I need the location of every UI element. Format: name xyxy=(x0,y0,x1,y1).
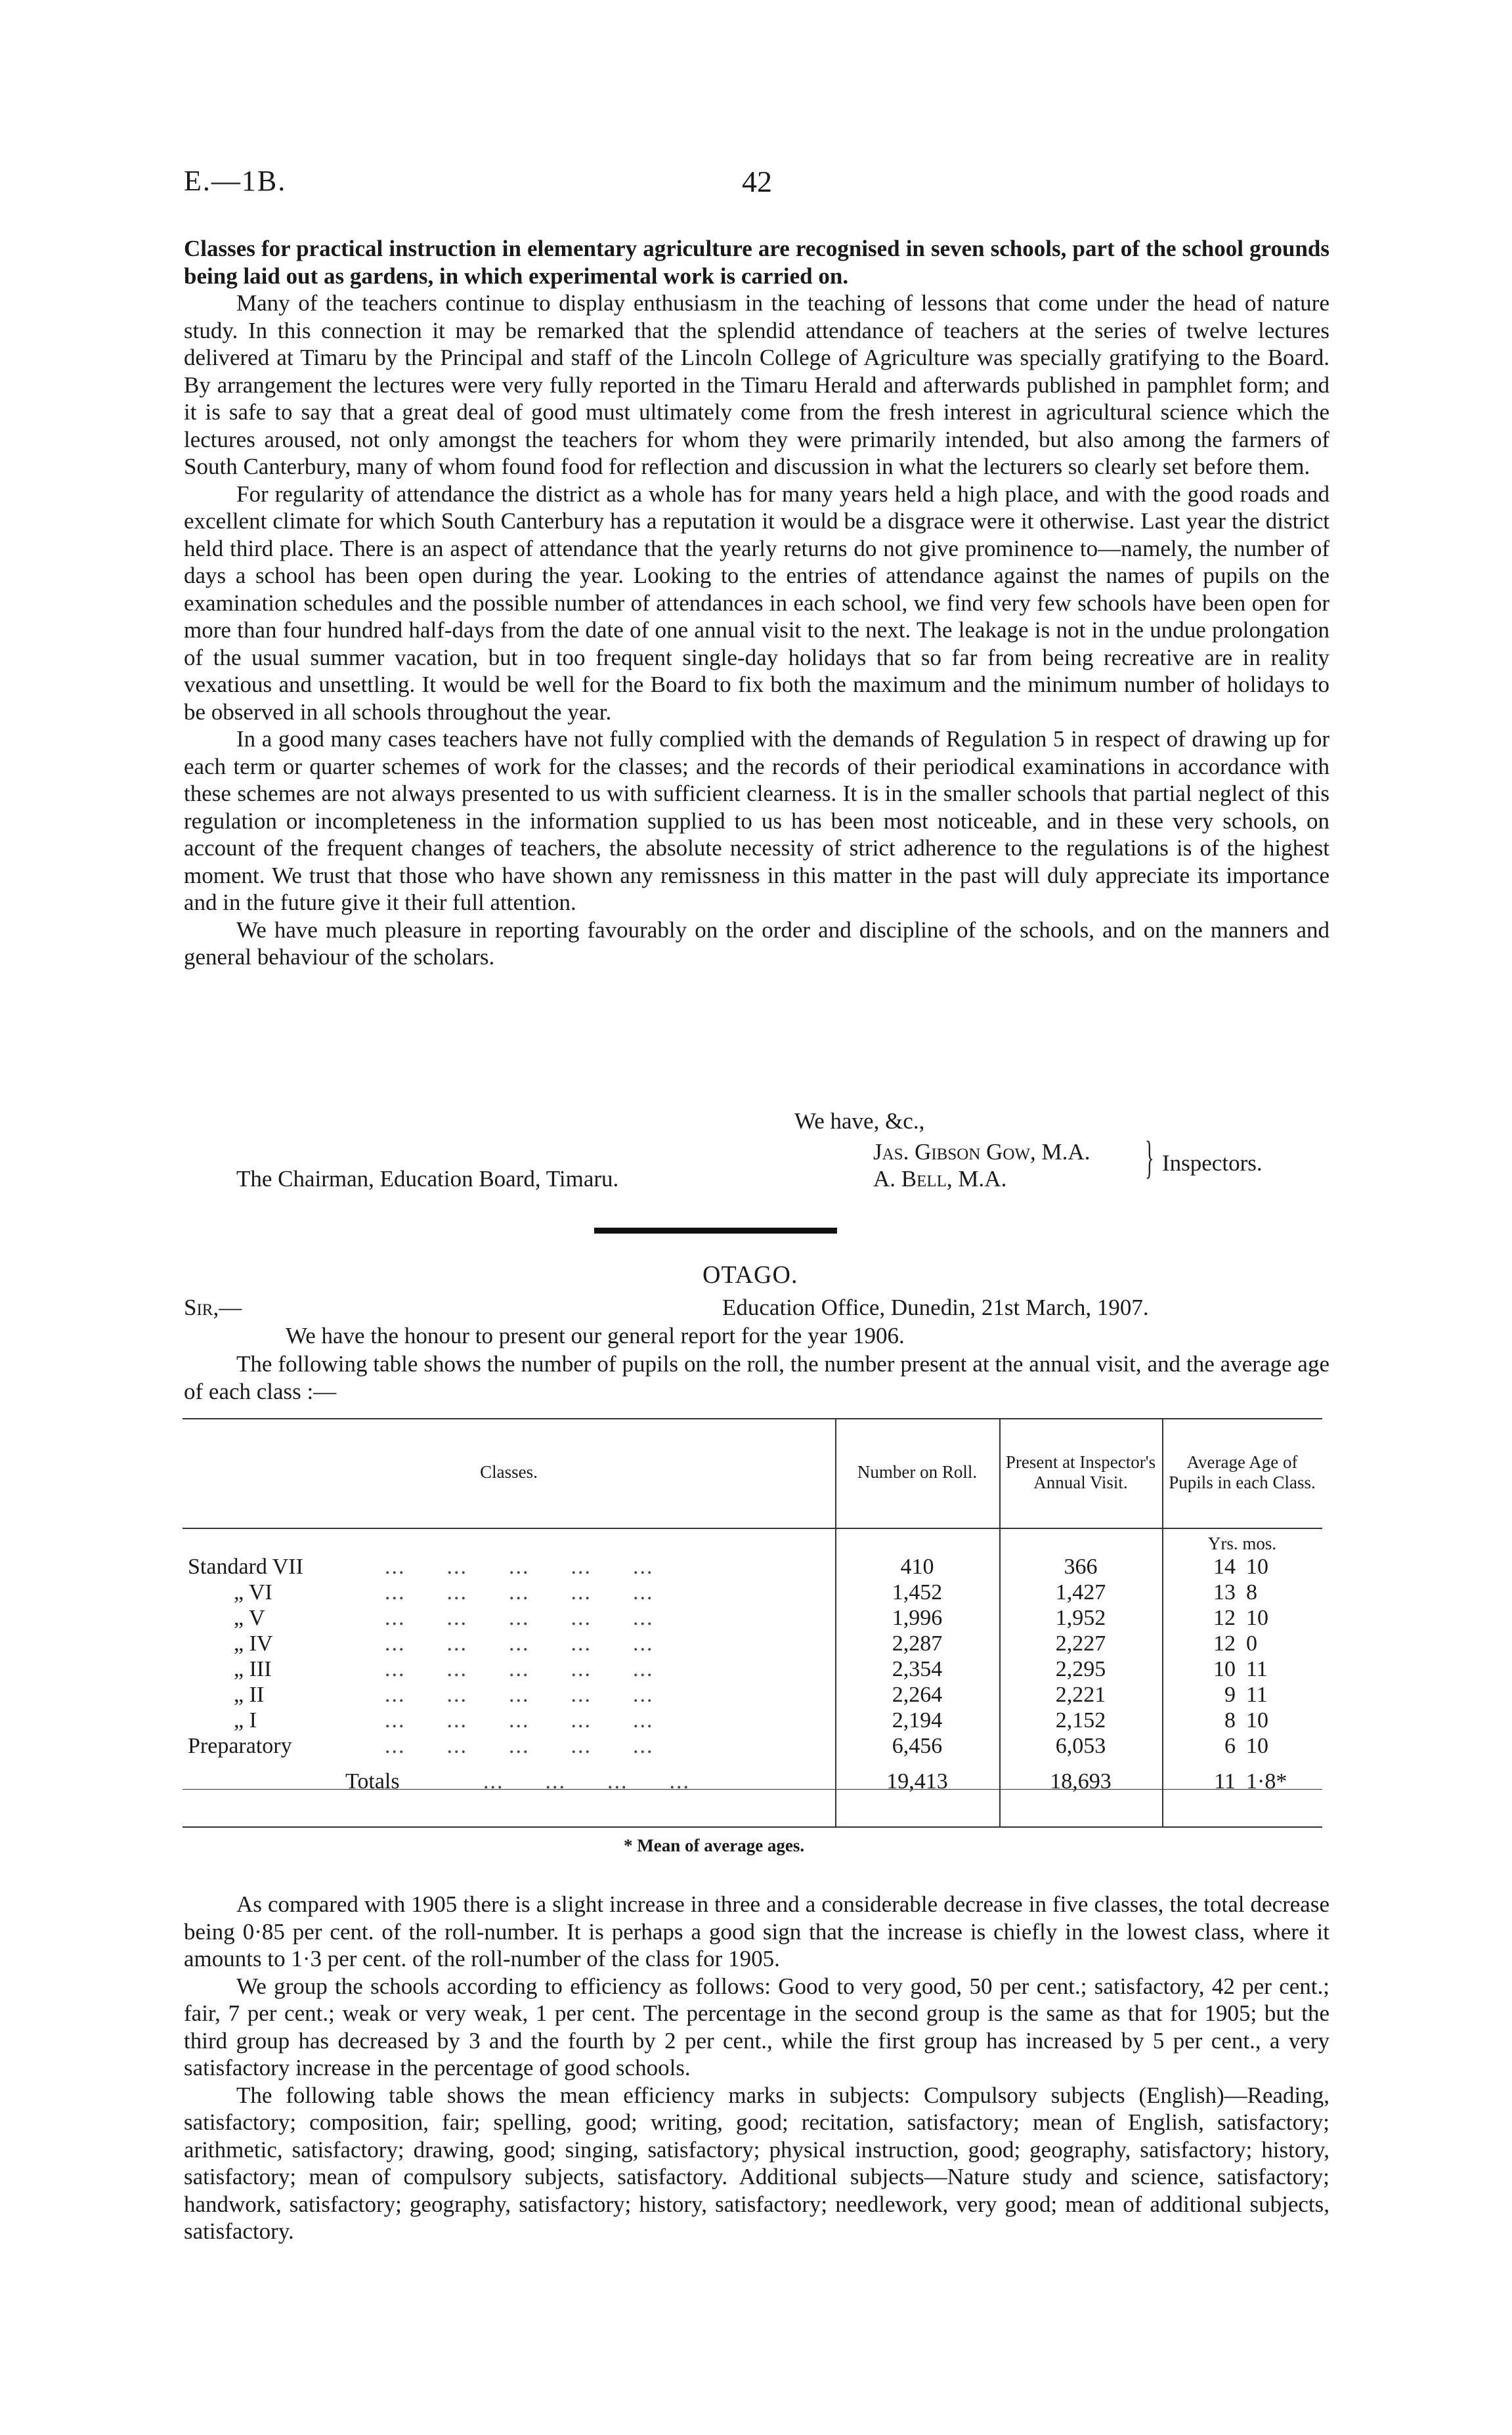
table-footnote: * Mean of average ages. xyxy=(624,1836,805,1855)
document-reference: E.—1B. xyxy=(184,165,287,197)
intro-line: We have the honour to present our general report for the year 1906. xyxy=(286,1323,905,1348)
paragraph-regulation-5: In a good many cases teachers have not fully complied with the demands of Regulation 5 in respect of drawing up for each term or quarter schemes of work for the classes; and the records of their periodical examinations in accordance with these schemes are not always presented to us with sufficient clearness. It is in the smaller schools that partial neglect of this regulation or incompleteness in the information supplied to us has been most noticeable, and in these very schools, on account of the frequent changes of teachers, the absolute necessity of strict adherence to the regulations is of the highest moment. We trust that those who have shown any remissness in this matter in the past will duly appreciate its importance and in the future give it their full attention. xyxy=(184,726,1329,915)
canterbury-report-body xyxy=(184,235,1329,971)
section-title-otago: OTAGO. xyxy=(702,1261,798,1289)
salutation: Sir,— xyxy=(184,1295,242,1320)
table-row: „ IV ... ... ... ... ... 2,287 2,227 12 0 xyxy=(234,1631,1257,1656)
signatory-bell: A. Bell, M.A. xyxy=(873,1166,1007,1192)
page-number: 42 xyxy=(742,165,772,198)
pupils-table xyxy=(183,1431,1322,1796)
address-date: Education Office, Dunedin, 21st March, 1907. xyxy=(722,1295,1149,1320)
closing-line: We have, &c., xyxy=(794,1108,925,1134)
addressee: The Chairman, Education Board, Timaru. xyxy=(236,1166,619,1192)
col-present: Present at Inspector's Annual Visit. xyxy=(1005,1452,1156,1492)
table-row: Standard VII ... ... ... ... ... 410 366 14 10 xyxy=(188,1554,1268,1579)
table-row: „ II ... ... ... ... ... 2,264 2,221 9 11 xyxy=(234,1682,1268,1707)
table-row: Preparatory ... ... ... ... ... 6,456 6,053 6 10 xyxy=(188,1733,1268,1758)
paragraph-nature-study: Many of the teachers continue to display enthusiasm in the teaching of lessons that come under the head of nature study. In this connection it may be remarked that the splendid attendance of teachers at the series of twelve lectures delivered at Timaru by the Principal and staff of the Lincoln College of Agriculture was specially gratifying to the Board. By arrangement the lectures were very fully reported in the Timaru Herald and afterwards published in pamphlet form; and it is safe to say that a great deal of good must ultimately come from the fresh interest in agricultural science which the lectures aroused, not only amongst the teachers for whom they were primarily intended, but also among the farmers of South Canterbury, many of whom found food for reflection and discussion in what the lecturers so clearly set before them. xyxy=(184,290,1329,479)
paragraph-efficiency-marks: The following table shows the mean efficiency marks in subjects: Compulsory subjects (English)—Reading, satisfactory; composition, fair; spelling, good; writing, good; recitation, satisfactory; mean of English, satisfactory; arithmetic, satisfactory; drawing, good; singing, satisfactory; physical instruction, good; geography, satisfactory; history, satisfactory; mean of compulsory subjects, satisfactory. Additional subjects—Nature study and science, satisfactory; handwork, satisfactory; geography, satisfactory; history, satisfactory; needlework, very good; mean of additional subjects, satisfactory. xyxy=(184,2082,1329,2244)
paragraph-roll-comparison: As compared with 1905 there is a slight increase in three and a considerable decrease in five classes, the total decrease being 0·85 per cent. of the roll-number. It is perhaps a good sign that the increase is chiefly in the lowest class, where it amounts to 1·3 per cent. of the roll-number of the class for 1905. xyxy=(184,1891,1329,1972)
col-roll: Number on Roll. xyxy=(857,1462,978,1482)
signatory-role: Inspectors. xyxy=(1162,1150,1263,1176)
table-row: „ V ... ... ... ... ... 1,996 1,952 12 10 xyxy=(234,1605,1268,1630)
section-divider xyxy=(594,1228,837,1234)
otago-report-body xyxy=(184,1891,1329,2245)
col-average-age: Average Age of Pupils in each Class. xyxy=(1169,1452,1316,1492)
signatory-gow: Jas. Gibson Gow, M.A. xyxy=(873,1139,1091,1165)
paragraph-agriculture: Classes for practical instruction in elementary agriculture are recognised in seven schools, part of the school grounds being laid out as gardens, in which experimental work is carried on. xyxy=(184,236,1329,289)
paragraph-attendance: For regularity of attendance the district as a whole has for many years held a high place, and with the good roads and excellent climate for which South Canterbury has a reputation it would be a disgrace were it otherwise. Last year the district held third place. There is an aspect of attendance that the yearly returns do not give prominence to—namely, the number of days a school has been open during the year. Looking to the entries of attendance against the names of pupils on the examination schedules and the possible number of attendances in each school, we find very few schools have been open for more than four hundred half-days from the date of one annual visit to the next. The leakage is not in the undue prolongation of the usual summer vacation, but in too frequent single-day holidays that so far from being recreative are in reality vexatious and unsettling. It would be well for the Board to fix both the maximum and the minimum number of holidays to be observed in all schools throughout the year. xyxy=(184,481,1329,725)
paragraph-discipline: We have much pleasure in reporting favourably on the order and discipline of the schools, and on the manners and general behaviour of the scholars. xyxy=(184,916,1329,970)
table-bottom-rule xyxy=(183,1826,1322,1828)
table-top-rule xyxy=(183,1418,1322,1419)
age-units: Yrs. mos. xyxy=(1207,1534,1277,1553)
table-row: „ VI ... ... ... ... ... 1,452 1,427 13 8 xyxy=(234,1580,1257,1605)
totals-row: Totals ... ... ... ... 19,413 18,693 11 1·8* xyxy=(345,1769,1287,1794)
signatory-brace: } xyxy=(1145,1132,1154,1183)
table-intro xyxy=(184,1350,1329,1405)
table-intro-text: The following table shows the number of pupils on the roll, the number present at the annual visit, and the average age of each class :— xyxy=(184,1351,1329,1404)
paragraph-efficiency-groups: We group the schools according to efficiency as follows: Good to very good, 50 per cent.; satisfactory, 42 per cent.; fair, 7 per cent.; weak or very weak, 1 per cent. The percentage in the second group is the same as that for 1905; but the third group has decreased by 3 and the fourth by 2 per cent., while the first group has increased by 5 per cent., a very satisfactory increase in the percentage of good schools. xyxy=(184,1973,1329,2080)
col-classes: Classes. xyxy=(480,1462,538,1482)
table-row: „ III ... ... ... ... ... 2,354 2,295 10 11 xyxy=(234,1656,1268,1681)
table-row: „ I ... ... ... ... ... 2,194 2,152 8 10 xyxy=(234,1708,1268,1733)
